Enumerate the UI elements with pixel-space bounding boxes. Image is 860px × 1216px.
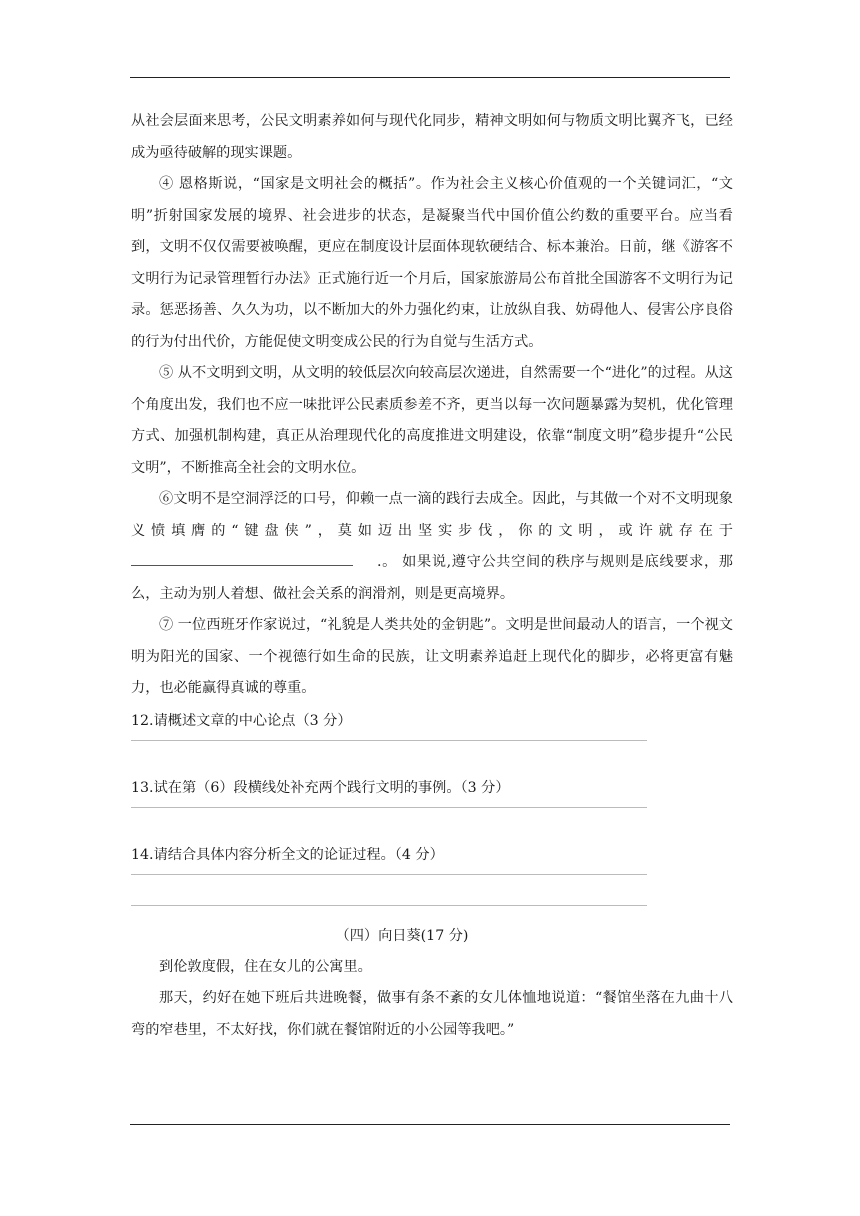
paragraph-7: ⑦ 一位西班牙作家说过，“礼貌是人类共处的金钥匙”。文明是世间最动人的语言，一个视文明为阳光的国家、一个视德行如生命的民族，让文明素养追赶上现代化的脚步，必将更富有魅力，也必能赢得真诚的尊重。 — [131, 617, 733, 696]
header-rule — [130, 77, 730, 78]
answer-line-12[interactable] — [131, 740, 647, 741]
answer-line-14b[interactable] — [131, 905, 647, 906]
question-12: 12.请概述文章的中心论点（3 分） — [131, 712, 352, 729]
section-title: （四）向日葵(17 分) — [335, 927, 469, 944]
paragraph-4: ④ 恩格斯说，“国家是文明社会的概括”。作为社会主义核心价值观的一个关键词汇，“文明”折射国家发展的境界、社会进步的状态，是凝聚当代中国价值公约数的重要平台。应当看到，文明不仅仅需要被唤醒，更应在制度设计层面体现软硬结合、标本兼治。日前，继《游客不文明行为记录管理暂行办法》正式施行近一个月后，国家旅游局公布首批全国游客不文明行为记录。惩恶扬善、久久为功，以不断加大的外力强化约束，让放纵自我、妨碍他人、侵害公序良俗的行为付出代价，方能促使文明变成公民的行为自觉与生活方式。 — [131, 176, 733, 350]
question-13: 13.试在第（6）段横线处补充两个践行文明的事例。（3 分） — [131, 779, 510, 796]
fill-in-blank[interactable] — [131, 551, 353, 566]
paragraph-3-tail: 从社会层面来思考，公民文明素养如何与现代化同步，精神文明如何与物质文明比翼齐飞，已经成为亟待破解的现实课题。 — [131, 113, 733, 161]
story-paragraph-2: 那天，约好在她下班后共进晚餐，做事有条不紊的女儿体恤地说道：“餐馆坐落在九曲十八弯的窄巷里，不太好找，你们就在餐馆附近的小公园等我吧。” — [131, 990, 733, 1038]
question-14: 14.请结合具体内容分析全文的论证过程。（4 分） — [131, 846, 444, 863]
paragraph-6-tail: .。 如果说,遵守公共空间的秩序与规则是底线要求，那么，主动为别人着想、做社会关系的润滑剂，则是更高境界。 — [131, 554, 733, 602]
paragraph-6 — [131, 484, 733, 610]
answer-line-13[interactable] — [131, 807, 647, 808]
paragraph-5: ⑤ 从不文明到文明，从文明的较低层次向较高层次递进，自然需要一个“进化”的过程。从这个角度出发，我们也不应一味批评公民素质参差不齐，更当以每一次问题暴露为契机，优化管理方式、加强机制构建，真正从治理现代化的高度推进文明建设，依靠“制度文明”稳步提升“公民文明”，不断推高全社会的文明水位。 — [131, 365, 733, 476]
footer-rule — [130, 1124, 730, 1125]
paragraph-6-text: ⑥文明不是空洞浮泛的口号，仰赖一点一滴的践行去成全。因此，与其做一个对不文明现象义愤填膺的“键盘侠”，莫如迈出坚实步伐，你的文明，或许就存在于 — [131, 491, 733, 539]
story-paragraph-1: 到伦敦度假，住在女儿的公寓里。 — [159, 958, 372, 975]
page-content — [131, 106, 733, 1046]
answer-line-14a[interactable] — [131, 874, 647, 875]
